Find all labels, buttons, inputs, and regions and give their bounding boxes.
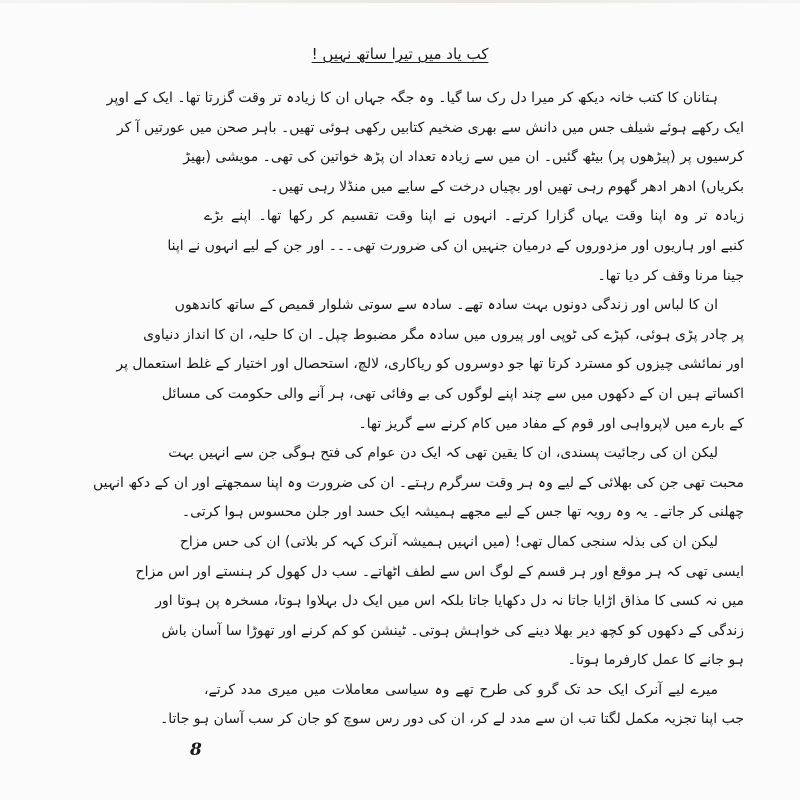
- text-line: ہو جانے کا عمل کارفرما ہوتا۔: [567, 652, 744, 669]
- text-line: ایسی تھی کہ ہر موقع اور ہر قسم کے لوگ اس سے لطف اٹھاتے۔ سب دل کھول کر ہنستے اور اس مزاح: [135, 563, 744, 580]
- text-line: محبت تھی جن کی بھلائی کے لیے وہ ہر وقت سرگرم رہتے۔ ان کی ضرورت وہ اپنا سمجھتے اور ان کے دکھ انہیں: [93, 474, 744, 491]
- text-line: اکساتے ہیں ان کے دکھوں میں سے چند اپنے لوگوں کی بے وفائی تھی، ہر آنے والی حکومت کی مسائل: [161, 385, 744, 402]
- text-line: کنبے اور ہاریوں اور مزدوروں کے درمیان جنہیں ان کی ضرورت تھی۔۔۔ اور جن کے لیے انہوں نے اپنا: [167, 237, 744, 254]
- text-line: جینا مرنا وقف کر دیا تھا۔: [597, 267, 744, 284]
- text-line: زندگی کے دکھوں کو کچھ دیر بھلا دینے کی خواہش ہوتی۔ ٹینشن کو کم کرنے اور تھوڑا سا آسان باش: [161, 622, 744, 639]
- text-line: ایک رکھے ہوئے شیلف جس میں دانش سے بھری ضخیم کتابیں رکھی ہوئی تھیں۔ باہر صحن میں عورتیں آ کر: [116, 119, 744, 136]
- text-line: میرے لیے آنرک ایک حد تک گرو کی طرح تھے وہ سیاسی معاملات میں میری مدد کرتے،: [204, 681, 718, 698]
- text-line: اور نمائشی چیزوں کو مسترد کرتا تھا جو دوسروں کو ریاکاری، لالچ، استحصال اور اختیار کے غلط استعمال پر: [116, 356, 744, 373]
- text-line: جب اپنا تجزیہ مکمل لگتا تب ان سے مدد لے کر، ان کی دور رس سوچ کو جان کر سب آسان ہو جاتا۔: [160, 711, 744, 728]
- body-text: [93, 84, 744, 735]
- text-line: بکریاں) ادھر ادھر گھوم رہی تھیں اور بچیاں درخت کے سایے میں منڈلا رہی تھیں۔: [270, 178, 744, 195]
- text-line: ہتانان کا کتب خانہ دیکھ کر میرا دل رک سا گیا۔ وہ جگہ جہاں ان کا زیادہ تر وقت گزرتا تھا۔ ایک کے اوپر: [106, 90, 718, 106]
- text-line: پر چادر پڑی ہوئی، کپڑے کی ٹوپی اور پیروں میں سادہ مگر مضبوط چپل۔ ان کا حلیہ، ان کا انداز دنیاوی: [143, 326, 744, 343]
- text-line: لیکن ان کی رجائیت پسندی، ان کا یقین تھی کہ ایک دن عوام کی فتح ہوگی جن سے انہیں بہت: [168, 445, 718, 462]
- text-line: لیکن ان کی بذلہ سنجی کمال تھی! (میں انہیں ہمیشہ آنرک کہہ کر بلاتی) ان کی حس مزاح: [179, 533, 718, 550]
- text-line: میں نہ کسی کا مذاق اڑایا جاتا نہ دل دکھایا جاتا بلکہ اس میں ایک دل بہلاوا ہوتا، مسخرہ پن ہوتا اور: [155, 593, 744, 610]
- running-head: کب یاد میں تیرا ساتھ نہیں !: [311, 45, 489, 63]
- page-number: 8: [190, 740, 202, 760]
- text-line: چھلنی کر جاتے۔ یہ وہ رویہ تھا جس کے لیے مجھے ہمیشہ ایک حسد اور جلن محسوس ہوا کرتی۔: [181, 504, 744, 521]
- text-line: کے بارے میں لاپرواہی اور قوم کے مفاد میں کام کرنے سے گریز تھا۔: [358, 415, 744, 432]
- top-edge-rule: [0, 0, 800, 3]
- text-line: ان کا لباس اور زندگی دونوں بہت سادہ تھے۔ سادہ سے سوتی شلوار قمیص کے ساتھ کاندھوں: [174, 297, 718, 314]
- text-line: کرسیوں پر (پیڑھوں پر) بیٹھ گئیں۔ ان میں سے زیادہ تعداد ان پڑھ خواتین کی تھی۔ مویشی (بھیڑ: [183, 149, 744, 166]
- text-line: زیادہ تر وہ اپنا وقت یہاں گزارا کرتے۔ انہوں نے اپنا وقت تقسیم کر رکھا تھا۔ اپنے بڑے: [204, 208, 744, 225]
